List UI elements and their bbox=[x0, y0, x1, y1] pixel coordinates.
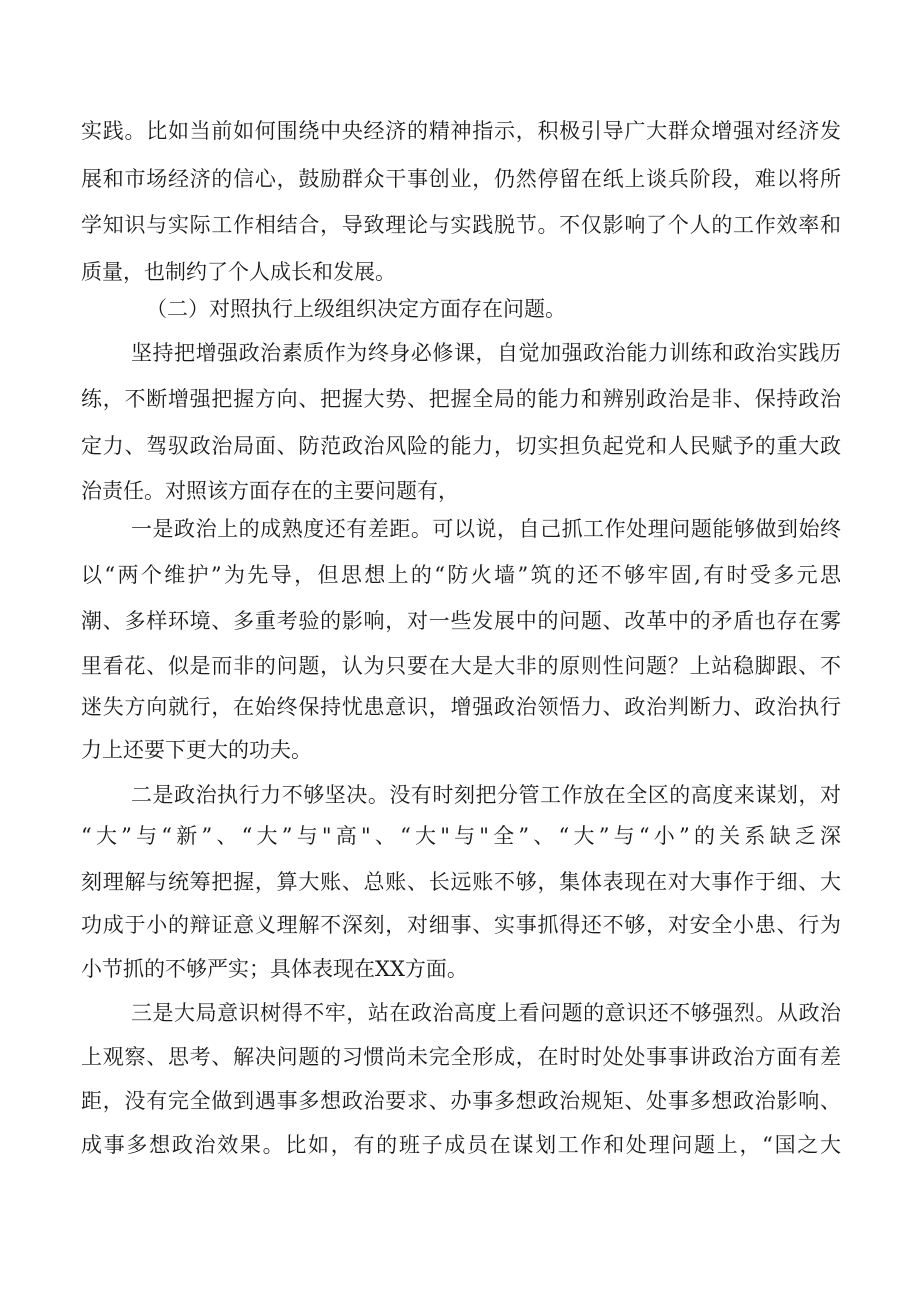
text-line: 功成于小的辩证意义理解不深刻，对细事、实事抓得还不够，对安全小患、行为 bbox=[81, 913, 841, 937]
text-line: 展和市场经济的信心，鼓励群众干事创业，仍然停留在纸上谈兵阶段，难以将所 bbox=[81, 167, 841, 191]
text-line: 成事多想政治效果。比如，有的班子成员在谋划工作和处理问题上，“国之大 bbox=[81, 1133, 841, 1157]
text-line: 二是政治执行力不够坚决。没有时刻把分管工作放在全区的高度来谋划，对 bbox=[131, 783, 841, 807]
text-line: 一是政治上的成熟度还有差距。可以说，自己抓工作处理问题能够做到始终 bbox=[131, 517, 841, 541]
text-line: 里看花、似是而非的问题，认为只要在大是大非的原则性问题？上站稳脚跟、不 bbox=[81, 654, 841, 678]
text-line: 以“两个维护”为先导，但思想上的“防火墙”筑的还不够牢固,有时受多元思 bbox=[81, 563, 841, 587]
text-line: 质量，也制约了个人成长和发展。 bbox=[81, 260, 396, 284]
text-line: 坚持把增强政治素质作为终身必修课，自觉加强政治能力训练和政治实践历 bbox=[131, 341, 841, 365]
text-line: 力上还要下更大的功夫。 bbox=[81, 738, 312, 762]
text-line: 实践。比如当前如何围绕中央经济的精神指示，积极引导广大群众增强对经济发 bbox=[81, 119, 841, 143]
text-line: 三是大局意识树得不牢，站在政治高度上看问题的意识还不够强烈。从政治 bbox=[131, 1001, 841, 1025]
text-line: 小节抓的不够严实；具体表现在XX方面。 bbox=[81, 957, 468, 981]
heading-text: （二）对照执行上级组织决定方面存在问题。 bbox=[146, 297, 566, 321]
text-line: 潮、多样环境、多重考验的影响，对一些发展中的问题、改革中的矛盾也存在雾 bbox=[81, 609, 841, 633]
text-line: 定力、驾驭政治局面、防范政治风险的能力，切实担负起党和人民赋予的重大政 bbox=[81, 434, 841, 458]
text-line: 学知识与实际工作相结合，导致理论与实践脱节。不仅影响了个人的工作效率和 bbox=[81, 213, 841, 237]
text-line: “大”与“新”、“大”与"高"、“大"与"全”、“大”与“小”的关系缺乏深 bbox=[81, 824, 841, 848]
text-line: 刻理解与统筹把握，算大账、总账、长远账不够，集体表现在对大事作于细、大 bbox=[81, 870, 841, 894]
text-line: 练，不断增强把握方向、把握大势、把握全局的能力和辨别政治是非、保持政治 bbox=[81, 387, 841, 411]
text-line: 距，没有完全做到遇事多想政治要求、办事多想政治规矩、处事多想政治影响、 bbox=[81, 1089, 841, 1113]
text-line: 上观察、思考、解决问题的习惯尚未完全形成，在时时处处事事讲政治方面有差 bbox=[81, 1045, 841, 1069]
text-line: 迷失方向就行，在始终保持忧患意识，增强政治领悟力、政治判断力、政治执行 bbox=[81, 695, 841, 719]
text-line: 治责任。对照该方面存在的主要问题有， bbox=[81, 479, 459, 503]
